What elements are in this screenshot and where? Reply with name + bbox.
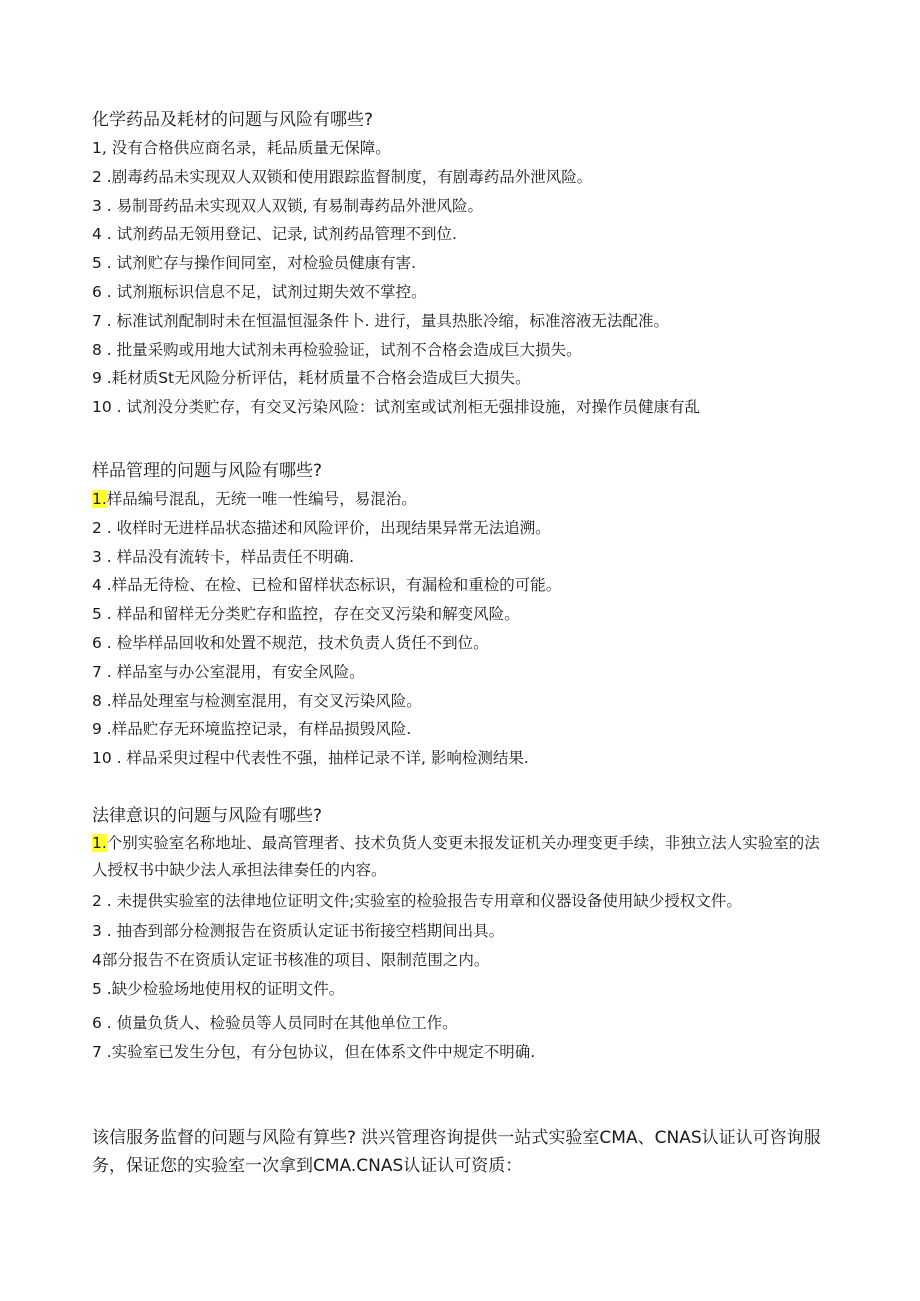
list-item: 3 . 样品没有流转卡，样品责任不明确. (92, 547, 355, 566)
list-item-text: 个别实验室名称地址、最高管理者、技术负货人变更未报发证机关办理变更手续，非独立法人实验室的法人授权书中缺少法人承担法律奏任的内容。 (92, 834, 820, 879)
list-item: 4 .样品无待检、在检、已检和留样状态标识，有漏检和重检的可能。 (92, 576, 562, 595)
list-item: 8 .样品处理室与检测室混用，有交叉污染风险。 (92, 691, 422, 710)
section-service (92, 1124, 832, 1180)
section-heading: 法律意识的问题与风险有哪些? (92, 806, 323, 826)
section-heading: 该信服务监督的问题与风险有算些? (92, 1128, 357, 1148)
list-item: 5 .缺少检验场地使用权的证明文件。 (92, 979, 345, 998)
section-chemicals (92, 106, 700, 422)
service-paragraph (92, 1124, 832, 1180)
section-samples (92, 457, 561, 773)
list-item: 6 . 试剂瓶标识信息不足，试剂过期失效不掌控。 (92, 282, 427, 301)
list-item: 10 . 试剂没分类贮存，有交叉污染风险：试剂室或试剂柜无强排设施，对操作员健康有乱 (92, 398, 701, 417)
list-item-text: 样品编号混乱，无统一唯一性编号，易混治。 (106, 490, 417, 508)
section-heading: 化学药品及耗材的问题与风险有哪些? (92, 110, 374, 130)
list-item (92, 485, 561, 514)
list-item: 2 . 收样时无进样品状态描述和风险评价，出现结果异常无法追溯。 (92, 518, 551, 537)
list-item: 7 . 标准试剂配制时未在恒温恒湿条件卜. 进行，量具热胀冷缩，标准溶液无法配准。 (92, 311, 669, 330)
list-item: 7 . 样品室与办公室混用，有安全风险。 (92, 662, 365, 681)
list-item: 2 . 未提供实验室的法律地位证明文件;实验室的检验报告专用章和仪器设备使用缺少授权文件。 (92, 892, 742, 910)
list-item: 4部分报告不在资质认定证书核准的项目、限制范围之内。 (92, 950, 490, 969)
list-item: 6 . 检毕样品回收和处置不规范，技术负责人货任不到位。 (92, 633, 489, 652)
list-item: 9 .样品贮存无环境监控记录，有样品损毁风险. (92, 720, 412, 739)
list-item: 7 .实验室已发生分包，有分包协议，但在体系文件中规定不明确. (92, 1043, 536, 1062)
highlighted-number: 1. (92, 834, 107, 852)
list-item (92, 830, 832, 884)
list-item: 5 . 样品和留样无分类贮存和监控，存在交叉污染和解变风险。 (92, 605, 520, 624)
list-item: 1, 没有合格供应商名录，耗品质量无保障。 (92, 139, 391, 157)
list-item: 3 . 易制哥药品未实现双人双锁, 有易制毒药品外泄风险。 (92, 196, 483, 215)
list-item: 3 . 抽杳到部分检测报告在资质认定证书衔接空档期间出具。 (92, 922, 505, 940)
list-item: 10 . 样品采臾过程中代表性不强，抽样记录不详, 影响检测结果. (92, 749, 529, 768)
service-text: 洪兴管理咨询提供一站式实验室CMA、CNAS认证认可咨询服务，保证您的实验室一次拿到CMA.CNAS认证认可资质： (92, 1128, 821, 1176)
highlighted-number: 1. (92, 490, 107, 508)
section-legal (92, 802, 832, 1067)
list-item: 9 .耗材质St无风险分析评估，耗材质量不合格会造成巨大损失。 (92, 369, 531, 388)
list-item: 6 . 侦量负货人、检验员等人员同时在其他单位工作。 (92, 1014, 458, 1033)
list-item: 2 .剧毒药品未实现双人双锁和使用跟踪监督制度，有剧毒药品外泄风险。 (92, 167, 593, 186)
list-item: 8 . 批量采购或用地大试剂未再检验验证，试剂不合格会造成巨大损失。 (92, 340, 582, 359)
list-item: 4 . 试剂药品无领用登记、记录, 试剂药品管理不到位. (92, 225, 457, 244)
list-item: 5 . 试剂贮存与操作间同室，对检验员健康有害. (92, 254, 417, 273)
section-heading: 样品管理的问题与风险有哪些? (92, 461, 323, 481)
